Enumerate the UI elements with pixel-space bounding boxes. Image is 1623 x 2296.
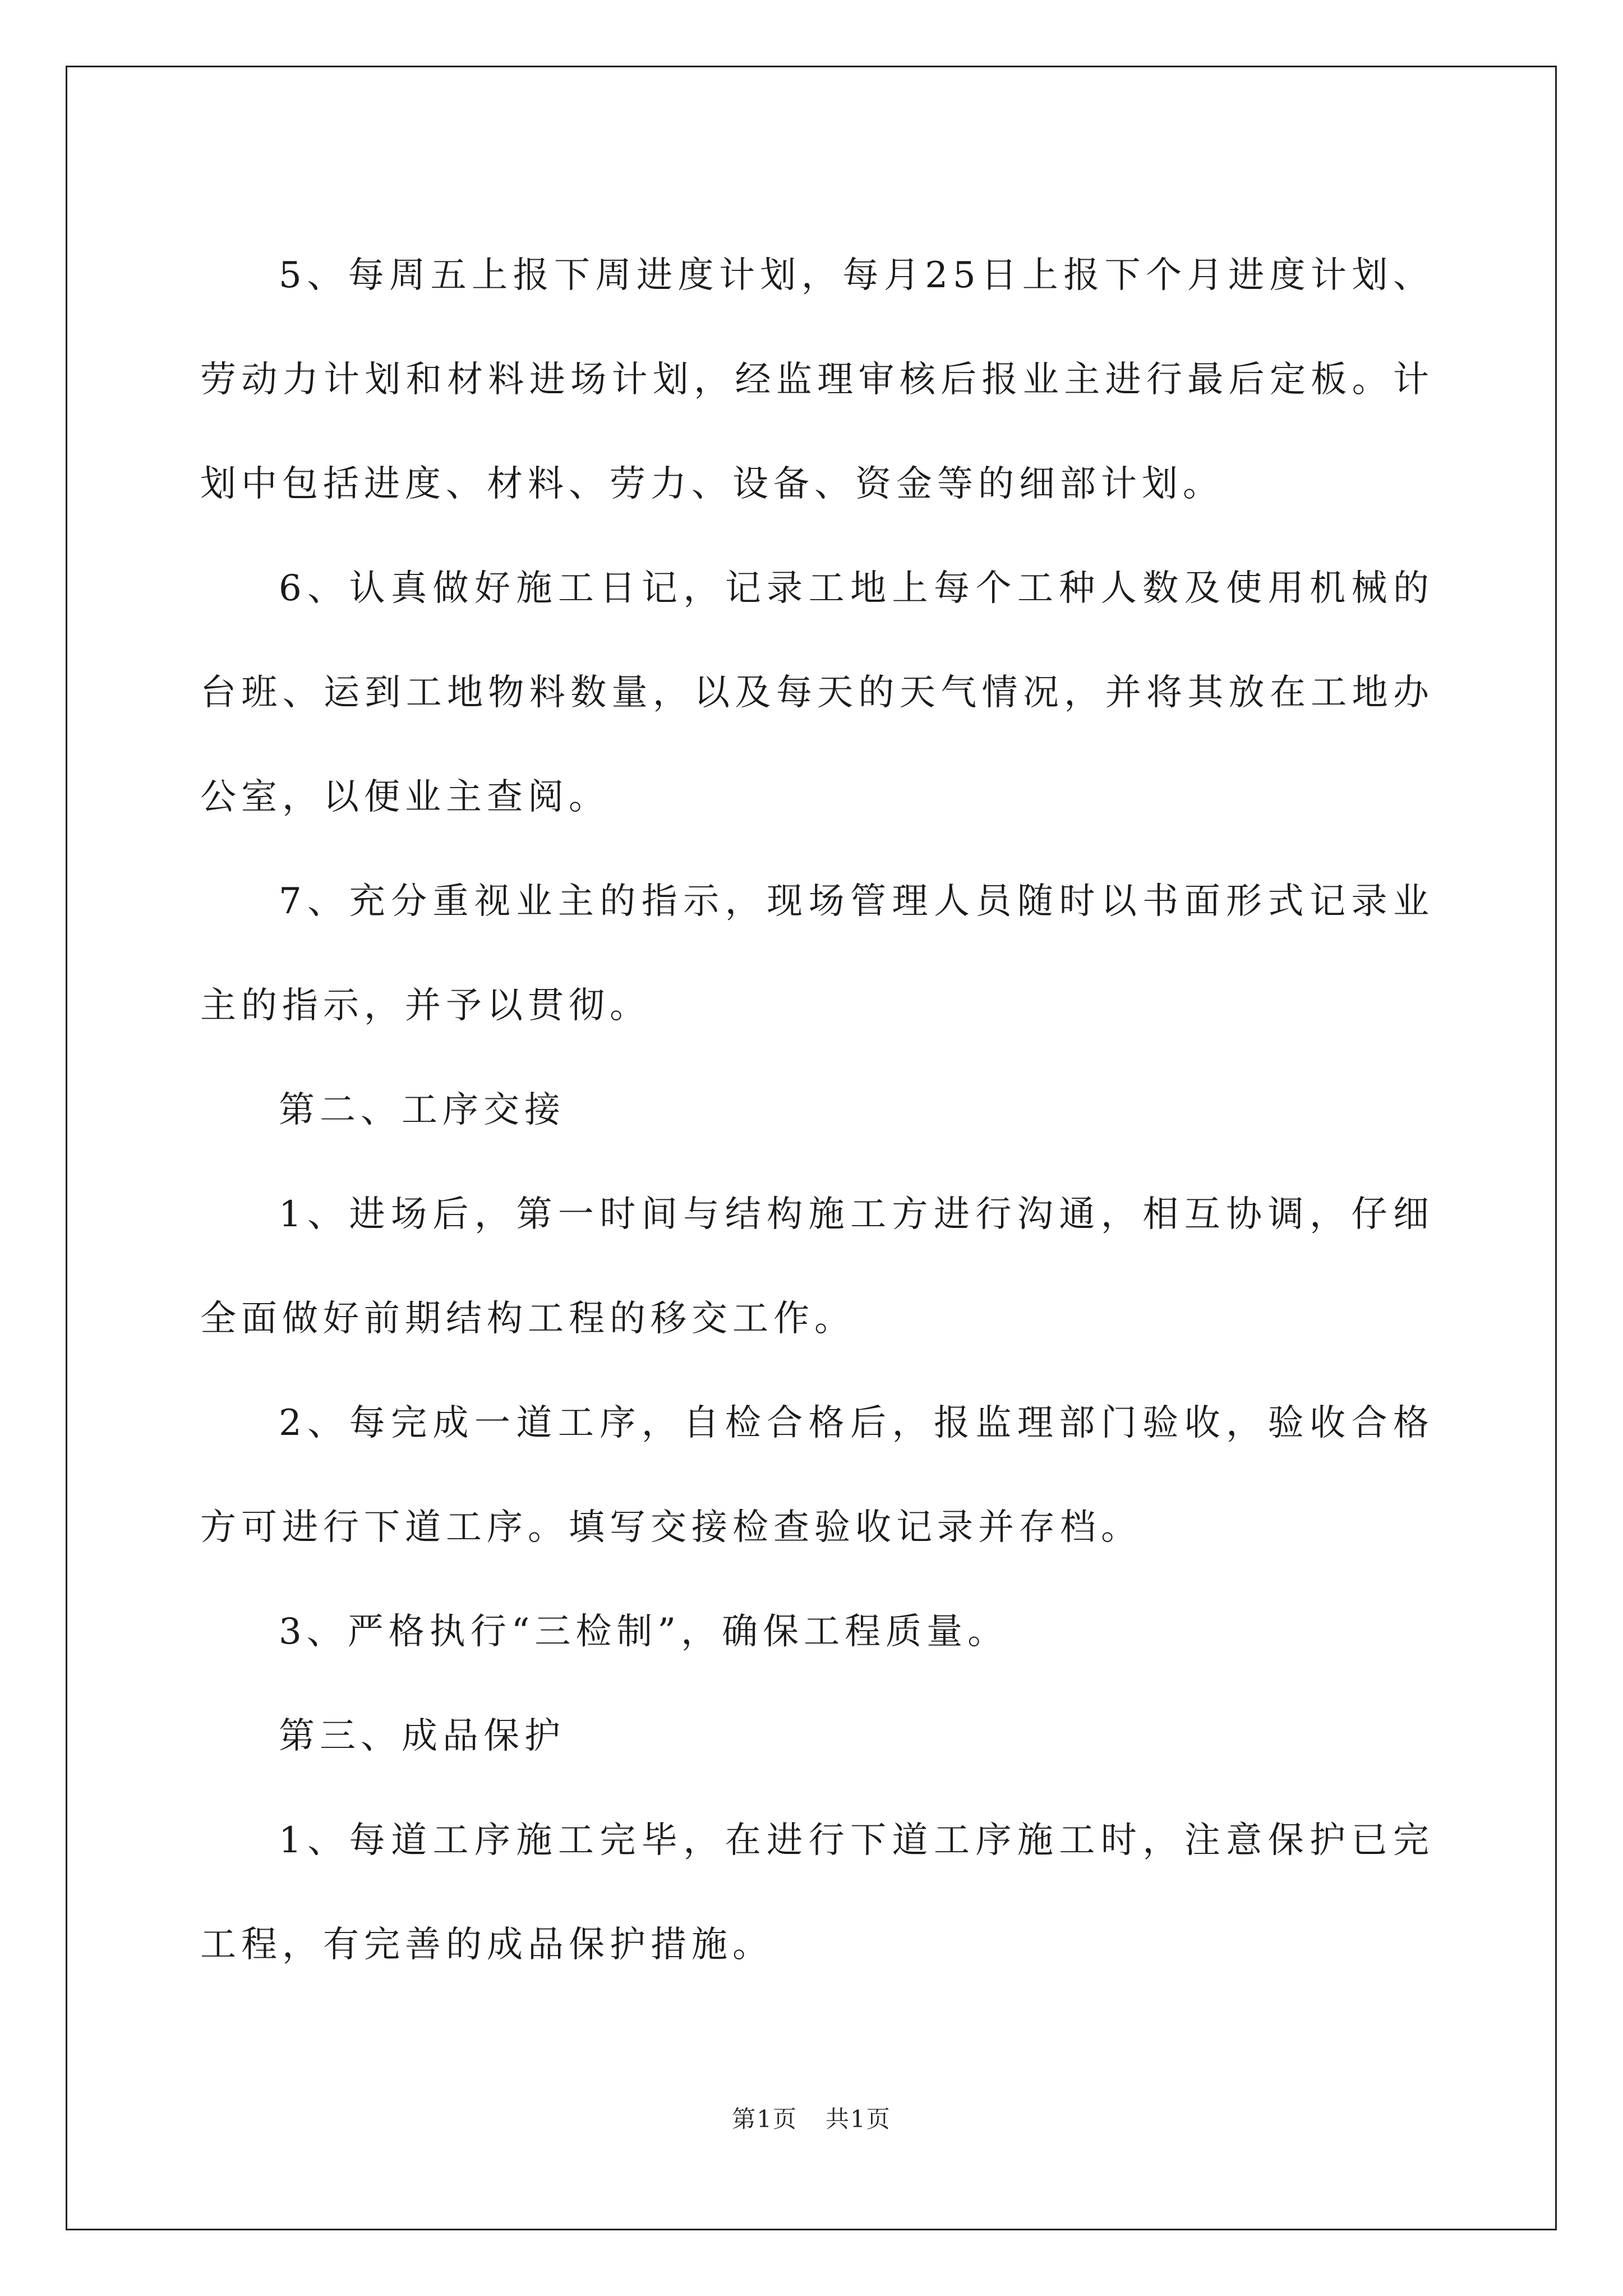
paragraph-item-2: 2、每完成一道工序，自检合格后，报监理部门验收，验收合格方可进行下道工序。填写交接检查验收记录并存档。	[200, 1402, 1434, 1548]
page-number: 第1页	[732, 2105, 797, 2133]
paragraph-item-3: 3、严格执行“三检制”，确保工程质量。	[279, 1611, 1009, 1653]
document-body	[200, 223, 1434, 1997]
section-heading-3: 第三、成品保护	[279, 1715, 565, 1757]
paragraph-item-6: 6、认真做好施工日记，记录工地上每个工种人数及使用机械的台班、运到工地物料数量，以及每天的天气情况，并将其放在工地办公室，以便业主查阅。	[200, 568, 1434, 818]
paragraph-item-7: 7、充分重视业主的指示，现场管理人员随时以书面形式记录业主的指示，并予以贯彻。	[200, 881, 1434, 1027]
page-total: 共1页	[826, 2105, 891, 2133]
paragraph-item-1-protection: 1、每道工序施工完毕，在进行下道工序施工时，注意保护已完工程，有完善的成品保护措施。	[200, 1820, 1434, 1966]
page-footer	[0, 2101, 1623, 2134]
paragraph-item-5: 5、每周五上报下周进度计划，每月25日上报下个月进度计划、劳动力计划和材料进场计划，经监理审核后报业主进行最后定板。计划中包括进度、材料、劳力、设备、资金等的细部计划。	[200, 255, 1434, 505]
paragraph-item-1: 1、进场后，第一时间与结构施工方进行沟通，相互协调，仔细全面做好前期结构工程的移交工作。	[200, 1194, 1434, 1340]
section-heading-2: 第二、工序交接	[279, 1089, 565, 1131]
